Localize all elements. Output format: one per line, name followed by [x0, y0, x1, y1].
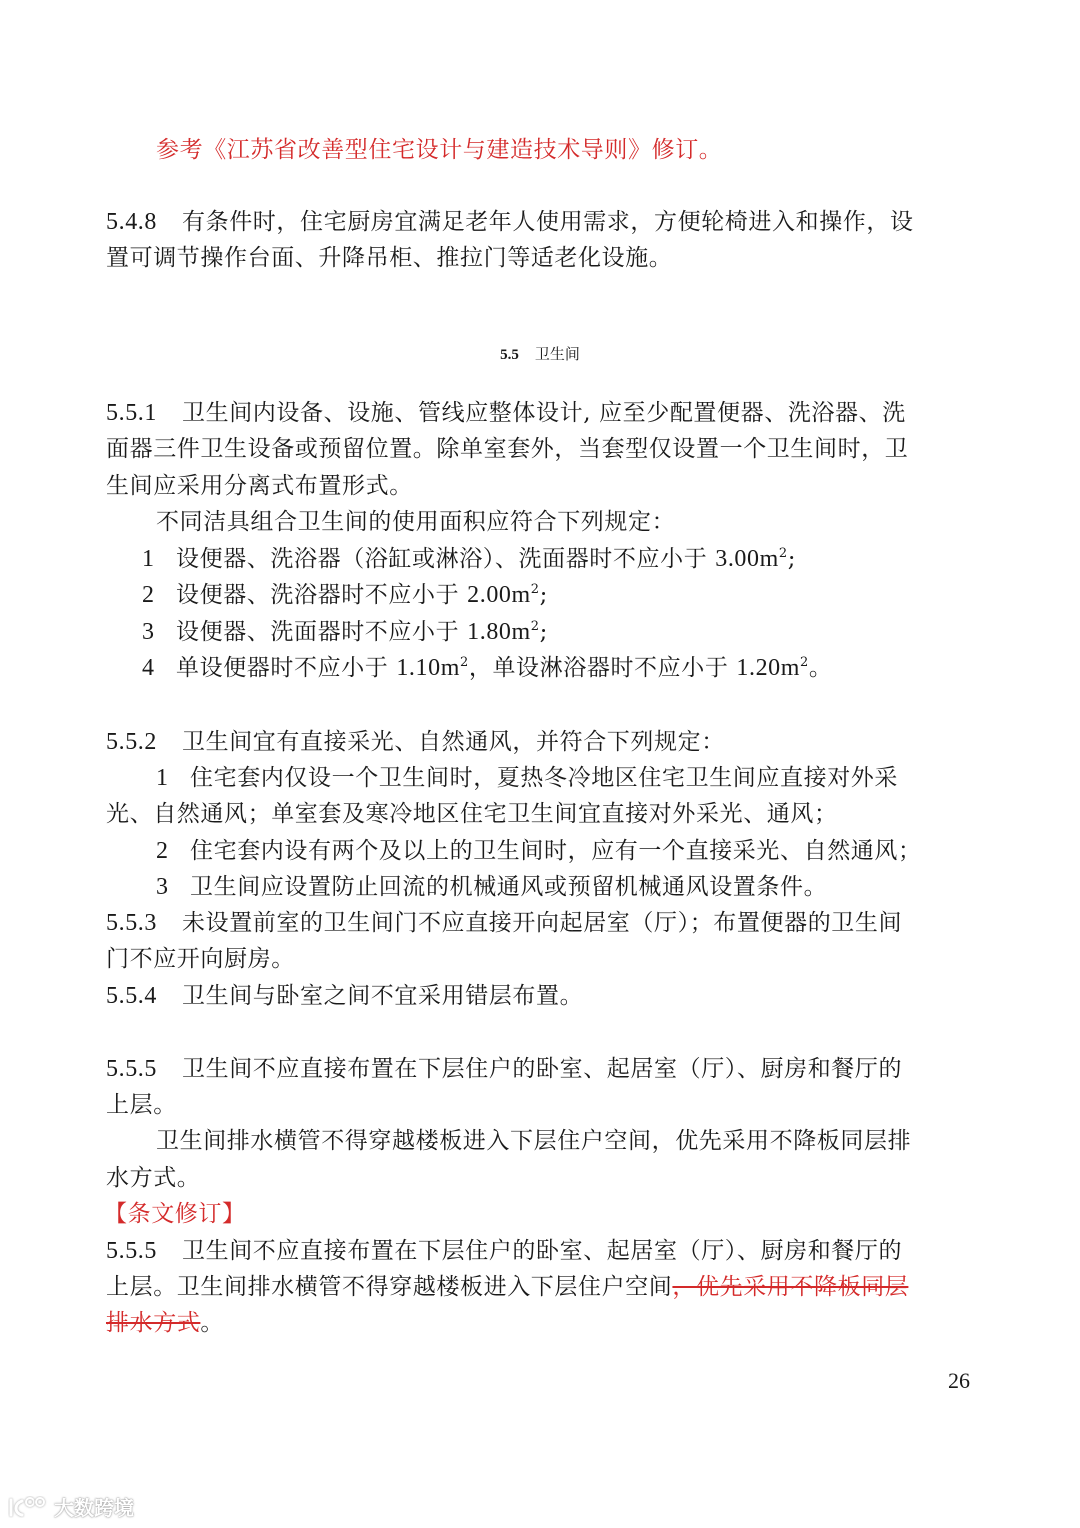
item-value: 3.00m: [715, 546, 779, 572]
clause-text: 卫生间内设备、设施、管线应整体设计, 应至少配置便器、洗浴器、洗: [182, 400, 906, 426]
list-item: [142, 544, 796, 574]
watermark: [8, 1492, 134, 1521]
item-number: 3: [142, 619, 155, 645]
revision-label: 【条文修订】: [104, 1201, 246, 1227]
clause-number: 5.5.3: [106, 910, 157, 936]
superscript: 2: [459, 655, 469, 670]
deleted-text: 排水方式: [106, 1310, 201, 1336]
item-number: 2: [142, 582, 155, 608]
item-number: 2: [156, 838, 169, 864]
clause-number: 5.5.5: [106, 1056, 157, 1082]
clause-5-5-5-revised-line1: [106, 1236, 902, 1266]
clause-text: 有条件时，住宅厨房宜满足老年人使用需求，方便轮椅进入和操作，设: [182, 209, 914, 235]
list-item: [142, 580, 548, 610]
clause-5-5-5-line1: [106, 1054, 902, 1084]
clause-5-5-2-line1: [106, 727, 725, 757]
item-value: 1.10m: [396, 655, 460, 681]
list-item: [156, 763, 898, 793]
clause-number: 5.5.2: [106, 729, 157, 755]
list-item-continuation: 光、自然通风；单室套及寒冷地区住宅卫生间宜直接对外采光、通风；: [106, 801, 838, 827]
clause-number: 5.4.8: [106, 209, 157, 235]
page-number: 26: [948, 1368, 970, 1393]
item-end: ;: [787, 546, 797, 572]
item-text: 卫生间应设置防止回流的机械通风或预留机械通风设置条件。: [190, 874, 828, 900]
watermark-text: 大数跨境: [54, 1496, 134, 1520]
item-text: 住宅套内仅设一个卫生间时，夏热冬冷地区住宅卫生间应直接对外采: [190, 765, 898, 791]
superscript: 2: [778, 546, 788, 561]
clause-5-4-8-line1: [106, 207, 914, 237]
clause-text: 卫生间不应直接布置在下层住户的卧室、起居室（厅）、厨房和餐厅的: [182, 1238, 903, 1264]
clause-5-5-3-line1: [106, 908, 902, 938]
item-number: 1: [156, 765, 169, 791]
clause-5-5-3-line2: 门不应开向厨房。: [106, 946, 295, 972]
item-text: ，单设淋浴器时不应小于: [468, 655, 737, 681]
clause-5-4-8-line2: 置可调节操作台面、升降吊柜、推拉门等适老化设施。: [106, 245, 673, 271]
item-text: 设便器、洗浴器时不应小于: [176, 582, 468, 608]
clause-5-5-1-line2: 面器三件卫生设备或预留位置。除单室套外，当套型仅设置一个卫生间时，卫: [106, 436, 909, 462]
item-end: ;: [539, 582, 549, 608]
clause-5-5-5-revised-line2: [106, 1272, 908, 1302]
clause-number: 5.5.5: [106, 1238, 157, 1264]
section-heading: [0, 342, 1080, 367]
clause-number: 5.5.4: [106, 983, 157, 1009]
section-title: 卫生间: [534, 345, 580, 363]
clause-5-5-5-line3: 卫生间排水横管不得穿越楼板进入下层住户空间，优先采用不降板同层排: [156, 1128, 912, 1154]
item-number: 3: [156, 874, 169, 900]
item-end: ;: [539, 619, 549, 645]
superscript: 2: [800, 655, 809, 670]
revision-note: 参考《江苏省改善型住宅设计与建造技术导则》修订。: [156, 137, 723, 163]
list-item: [142, 617, 548, 647]
list-item: [156, 836, 922, 866]
clause-text: 卫生间宜有直接采光、自然通风，并符合下列规定：: [182, 729, 725, 755]
clause-5-5-5-line2: 上层。: [106, 1092, 177, 1118]
clause-5-5-1-line3: 生间应采用分离式布置形式。: [106, 473, 413, 499]
item-number: 1: [142, 546, 155, 572]
watermark-logo-icon: [8, 1496, 48, 1518]
list-item: [156, 872, 827, 902]
clause-5-5-4-line1: [106, 981, 583, 1011]
item-text: 单设便器时不应小于: [176, 655, 397, 681]
item-value: 1.80m: [467, 619, 531, 645]
item-text: 住宅套内设有两个及以上的卫生间时，应有一个直接采光、自然通风；: [190, 838, 922, 864]
clause-number: 5.5.1: [106, 400, 157, 426]
clause-text: 未设置前室的卫生间门不应直接开向起居室（厅）；布置便器的卫生间: [182, 910, 903, 936]
clause-text: 卫生间不应直接布置在下层住户的卧室、起居室（厅）、厨房和餐厅的: [182, 1056, 903, 1082]
list-item: [142, 653, 833, 683]
clause-text: 卫生间与卧室之间不宜采用错层布置。: [182, 983, 584, 1009]
item-text: 设便器、洗浴器（浴缸或淋浴）、洗面器时不应小于: [176, 546, 716, 572]
clause-5-5-5-line4: 水方式。: [106, 1165, 201, 1191]
kept-text: 上层。卫生间排水横管不得穿越楼板进入下层住户空间: [106, 1274, 673, 1300]
item-end: 。: [808, 655, 833, 681]
item-number: 4: [142, 655, 155, 681]
superscript: 2: [530, 582, 540, 597]
clause-5-5-5-revised-line3: [106, 1308, 224, 1338]
superscript: 2: [530, 619, 540, 634]
deleted-text: ，优先采用不降板同层: [672, 1274, 909, 1300]
kept-text: 。: [200, 1310, 225, 1336]
clause-5-5-1-intro: 不同洁具组合卫生间的使用面积应符合下列规定：: [156, 509, 676, 535]
item-value: 2.00m: [467, 582, 531, 608]
section-number: 5.5: [500, 347, 519, 363]
item-text: 设便器、洗面器时不应小于: [176, 619, 468, 645]
clause-5-5-1-line1: [106, 398, 906, 428]
item-value: 1.20m: [736, 655, 801, 681]
